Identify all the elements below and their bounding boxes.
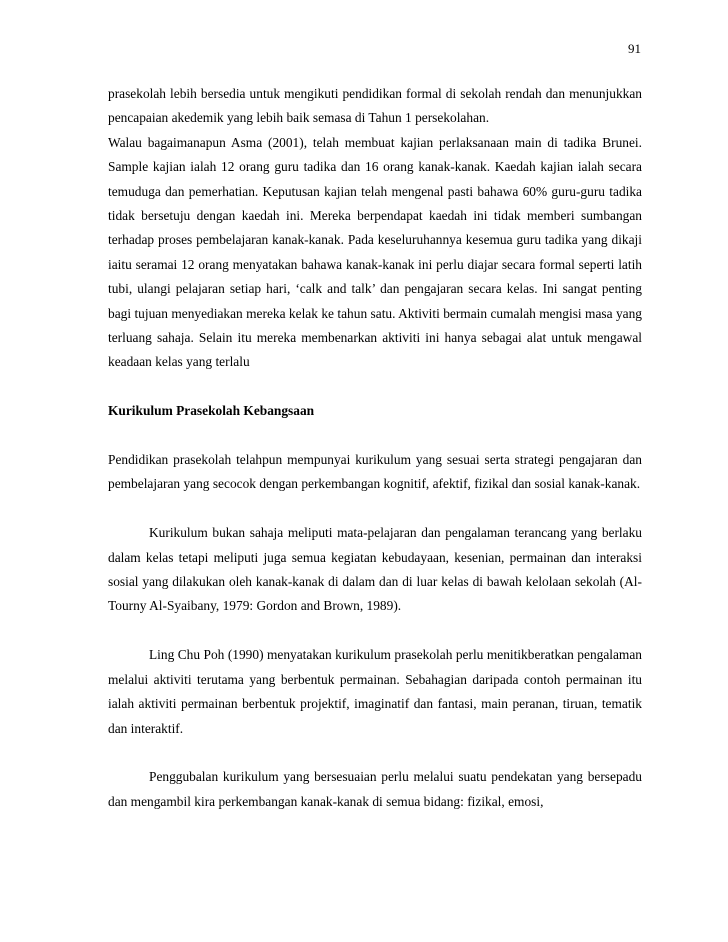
paragraph-gap [108, 497, 642, 521]
paragraph-curriculum-design: Penggubalan kurikulum yang bersesuaian perlu melalui suatu pendekatan yang bersepadu dan mengambil kira perkembangan kanak-kanak di semua bidang: fizikal, emosi, [108, 769, 642, 809]
paragraph-gap [108, 375, 642, 399]
paragraph-curriculum: Kurikulum bukan sahaja meliputi mata-pelajaran dan pengalaman terancang yang berlaku dalam kelas tetapi meliputi juga semua kegiatan kebudayaan, kesenian, permainan dan interaksi sosial yang dilakukan oleh kanak-kanak di dalam dan di luar kelas di bawah kelolaan sekolah (Al-Tourny Al-Syaibany, 1979: Gordon and Brown, 1989). [108, 525, 642, 614]
document-body [108, 82, 642, 814]
paragraph-ling-chu-poh: Ling Chu Poh (1990) menyatakan kurikulum prasekolah perlu menitikberatkan pengalaman melalui aktiviti terutama yang berbentuk permainan. Sebahagian daripada contoh permainan itu ialah aktiviti permainan berbentuk projektif, imaginatif dan fantasi, main peranan, tiruan, tematik dan interaktif. [108, 647, 642, 736]
paragraph-continuation: prasekolah lebih bersedia untuk mengikuti pendidikan formal di sekolah rendah dan menunjukkan pencapaian akedemik yang lebih baik semasa di Tahun 1 persekolahan. [108, 86, 642, 126]
paragraph-gap [108, 619, 642, 643]
section-heading: Kurikulum Prasekolah Kebangsaan [108, 403, 315, 419]
page-number: 91 [628, 41, 641, 56]
paragraph-gap [108, 424, 642, 448]
paragraph-gap [108, 741, 642, 765]
paragraph-preschool-education: Pendidikan prasekolah telahpun mempunyai kurikulum yang sesuai serta strategi pengajaran dan pembelajaran yang secocok dengan perkembangan kognitif, afektif, fizikal dan sosial kanak-kanak. [108, 452, 642, 492]
paragraph-asma-study: Walau bagaimanapun Asma (2001), telah membuat kajian perlaksanaan main di tadika Brunei. Sample kajian ialah 12 orang guru tadika dan 16 orang kanak-kanak. Kaedah kajian ialah secara temuduga dan pemerhatian. Keputusan kajian telah mengenal pasti bahawa 60% guru-guru tadika tidak bersetuju dengan kaedah ini. Mereka berpendapat kaedah ini tidak memberi sumbangan terhadap proses pembelajaran kanak-kanak. Pada keseluruhannya kesemua guru tadika yang dikaji iaitu seramai 12 orang menyatakan bahawa kanak-kanak ini perlu diajar secara formal seperti latih tubi, ulangi pelajaran setiap hari, ‘calk and talk’ dan pengajaran secara kelas. Ini sangat penting bagi tujuan menyediakan mereka kelak ke tahun satu. Aktiviti bermain cumalah mengisi masa yang terluang sahaja. Selain itu mereka membenarkan aktiviti ini hanya sebagai alat untuk mengawal keadaan kelas yang terlalu [108, 134, 642, 370]
